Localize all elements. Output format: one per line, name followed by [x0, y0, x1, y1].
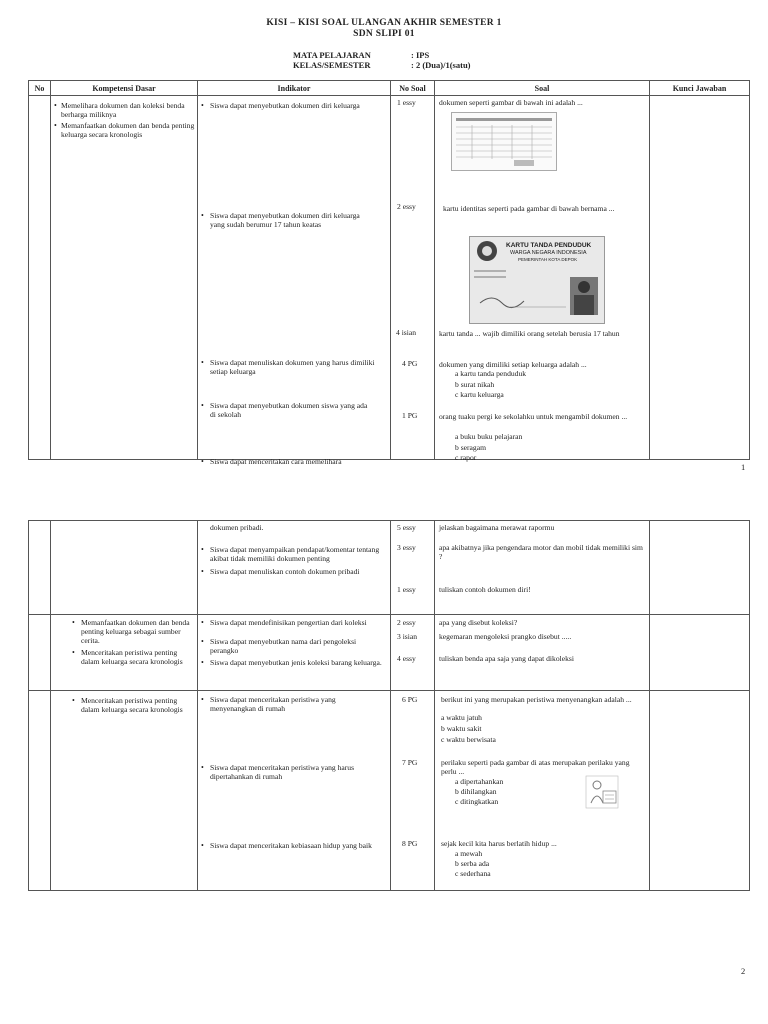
- cell-kunci: [650, 691, 750, 891]
- cell-no: [29, 96, 51, 460]
- cell-soal: [435, 521, 650, 615]
- question-text: dokumen seperti gambar di bawah ini adalah ...: [439, 98, 583, 107]
- question-text: apa akibatnya jika pengendara motor dan mobil tidak memiliki sim ?: [439, 543, 643, 561]
- indicator-item: Siswa dapat menuliskan dokumen yang harus dimiliki setiap keluarga: [210, 358, 375, 376]
- kd-item: Memelihara dokumen dan koleksi benda berharga miliknya: [61, 101, 185, 119]
- question-text: sejak kecil kita harus berlatih hidup ...: [441, 839, 557, 848]
- question-text: dokumen yang dimiliki setiap keluarga adalah ...: [439, 360, 587, 369]
- question-number: 2 essy: [397, 202, 416, 211]
- cell-indikator: • Siswa dapat mendefinisikan pengertian dari koleksi • Siswa dapat menyebutkan nama dari pengoleksi perangko • Siswa dapat menyebutkan jenis koleksi barang keluarga.: [198, 615, 391, 691]
- question-number: 5 essy: [397, 523, 416, 532]
- question-number: 4 PG: [402, 359, 418, 368]
- option: a dipertahankan: [455, 777, 504, 786]
- question-text: berikut ini yang merupakan peristiwa menyenangkan adalah ...: [441, 695, 632, 704]
- subject-value: : IPS: [411, 50, 430, 60]
- option: c waktu berwisata: [441, 735, 496, 744]
- illustration-image: [585, 775, 619, 809]
- indicator-item: Siswa dapat menyampaikan pendapat/komentar tentang akibat tidak memiliki dokumen penting: [210, 545, 380, 563]
- cell-soal: [435, 615, 650, 691]
- grid-table-page1: [28, 80, 750, 466]
- indicator-item: Siswa dapat menceritakan cara memelihara: [210, 457, 342, 466]
- question-text: tuliskan benda apa saja yang dapat dikoleksi: [439, 654, 574, 663]
- question-text: perilaku seperti pada gambar di atas merupakan perilaku yang perlu ...: [441, 758, 630, 776]
- cell-kd: • Memelihara dokumen dan koleksi benda berharga miliknya • Memanfaatkan dokumen dan benda penting keluarga secara kronologis: [51, 96, 198, 460]
- cell-kunci: [650, 615, 750, 691]
- cell-kd: • Menceritakan peristiwa penting dalam keluarga secara kronologis: [51, 691, 198, 891]
- class-value: : 2 (Dua)/1(satu): [411, 60, 471, 70]
- question-text: kartu tanda ... wajib dimiliki orang setelah berusia 17 tahun: [439, 329, 620, 338]
- option: b dihilangkan: [455, 787, 497, 796]
- cell-no: [29, 615, 51, 691]
- cell-indikator: dokumen pribadi. • Siswa dapat menyampaikan pendapat/komentar tentang akibat tidak memiliki dokumen penting • Siswa dapat menuliskan contoh dokumen pribadi: [198, 521, 391, 615]
- option: a mewah: [455, 849, 483, 858]
- doc-title: KISI – KISI SOAL ULANGAN AKHIR SEMESTER 1: [266, 18, 502, 28]
- cell-soal: [435, 691, 650, 891]
- cell-no-soal: [391, 615, 435, 691]
- indicator-item: Siswa dapat mendefinisikan pengertian dari koleksi: [210, 618, 367, 627]
- cell-kd: • Memanfaatkan dokumen dan benda penting keluarga sebagai sumber cerita. • Menceritakan peristiwa penting dalam keluarga secara kronologis: [51, 615, 198, 691]
- page-number: 1: [741, 462, 746, 472]
- question-text: apa yang disebut koleksi?: [439, 618, 518, 627]
- question-number: 2 essy: [397, 618, 416, 627]
- option: b seragam: [455, 443, 486, 452]
- question-text: kegemaran mengoleksi prangko disebut .....: [439, 632, 572, 641]
- option: c rapor: [455, 453, 477, 462]
- indicator-item: Siswa dapat menceritakan peristiwa yang harus dipertahankan di rumah: [210, 763, 355, 781]
- cell-kunci: [650, 96, 750, 460]
- question-number: 1 PG: [402, 411, 418, 420]
- question-number: 3 isian: [397, 632, 418, 641]
- kd-item: Memanfaatkan dokumen dan benda penting keluarga secara kronologis: [61, 121, 195, 139]
- class-label: KELAS/SEMESTER: [293, 60, 371, 70]
- question-number: 6 PG: [402, 695, 418, 704]
- question-text: orang tuaku pergi ke sekolahku untuk mengambil dokumen ...: [439, 412, 628, 421]
- col-header-indikator: Indikator: [198, 81, 391, 96]
- col-header-kd: Kompetensi Dasar: [51, 81, 198, 96]
- option: c sederhana: [455, 869, 491, 878]
- id-card-image: [469, 236, 605, 324]
- question-number: 7 PG: [402, 758, 418, 767]
- indicator-item: Siswa dapat menyebutkan jenis koleksi barang keluarga.: [210, 658, 382, 667]
- option: b surat nikah: [455, 380, 495, 389]
- cell-no-soal: [391, 96, 435, 460]
- id-card-city: PEMERINTAH KOTA DEPOK: [518, 257, 578, 262]
- cell-soal: [435, 96, 650, 460]
- cell-kd: [51, 521, 198, 615]
- school-name: SDN SLIPI 01: [353, 29, 415, 39]
- question-number: 8 PG: [402, 839, 418, 848]
- kd-item: Menceritakan peristiwa penting dalam keluarga secara kronologis: [81, 696, 183, 714]
- option: a waktu jatuh: [441, 713, 482, 722]
- kd-item: Menceritakan peristiwa penting dalam keluarga secara kronologis: [81, 648, 183, 666]
- option: a kartu tanda penduduk: [455, 369, 527, 378]
- question-text: tuliskan contoh dokumen diri!: [439, 585, 531, 594]
- cell-no: [29, 691, 51, 891]
- option: b serba ada: [455, 859, 490, 868]
- col-header-no: No: [29, 81, 51, 96]
- indicator-item: Siswa dapat menceritakan peristiwa yang menyenangkan di rumah: [210, 695, 336, 713]
- grid-table-page2: [28, 520, 750, 891]
- subject-label: MATA PELAJARAN: [293, 50, 371, 60]
- cell-indikator: • Siswa dapat menceritakan peristiwa yang menyenangkan di rumah • Siswa dapat menceritakan peristiwa yang harus dipertahankan di rumah • Siswa dapat menceritakan kebiasaan hidup yang baik: [198, 691, 391, 891]
- question-number: 4 isian: [396, 328, 417, 337]
- question-text: jelaskan bagaimana merawat rapormu: [439, 523, 555, 532]
- indicator-item: Siswa dapat menyebutkan nama dari pengoleksi perangko: [210, 637, 357, 655]
- kd-item: Memanfaatkan dokumen dan benda penting keluarga sebagai sumber cerita.: [81, 618, 190, 645]
- id-card-subtitle: WARGA NEGARA INDONESIA: [510, 250, 587, 256]
- col-header-no-soal: No Soal: [391, 81, 435, 96]
- question-number: 4 essy: [397, 654, 416, 663]
- cell-no: [29, 521, 51, 615]
- option: c ditingkatkan: [455, 797, 499, 806]
- question-text: kartu identitas seperti pada gambar di bawah bernama ...: [443, 204, 615, 213]
- id-card-title: KARTU TANDA PENDUDUK: [506, 242, 592, 249]
- cell-indikator: • Siswa dapat menyebutkan dokumen diri keluarga • Siswa dapat menyebutkan dokumen diri keluarga yang sudah berumur 17 tahun keatas • Siswa dapat menuliskan dokumen yang harus dimiliki setiap keluarga • Siswa dapat menyebutkan dokumen siswa yang ada di sekolah • Siswa dapat menceritakan cara memelihara: [198, 96, 391, 460]
- page-number: 2: [741, 966, 746, 976]
- option: c kartu keluarga: [455, 390, 504, 399]
- indicator-item: Siswa dapat menuliskan contoh dokumen pribadi: [210, 567, 360, 576]
- question-number: 1 essy: [397, 585, 416, 594]
- col-header-soal: Soal: [435, 81, 650, 96]
- question-number: 3 essy: [397, 543, 416, 552]
- indicator-item: Siswa dapat menyebutkan dokumen diri keluarga yang sudah berumur 17 tahun keatas: [210, 211, 360, 229]
- option: b waktu sakit: [441, 724, 482, 733]
- indicator-item: Siswa dapat menceritakan kebiasaan hidup yang baik: [210, 841, 372, 850]
- indicator-item: Siswa dapat menyebutkan dokumen diri keluarga: [210, 101, 360, 110]
- col-header-kunci: Kunci Jawaban: [650, 81, 750, 96]
- indicator-continuation: dokumen pribadi.: [210, 523, 264, 532]
- question-number: 1 essy: [397, 98, 416, 107]
- document-image: [451, 112, 557, 171]
- indicator-item: Siswa dapat menyebutkan dokumen siswa yang ada di sekolah: [210, 401, 368, 419]
- cell-no-soal: [391, 521, 435, 615]
- cell-kunci: [650, 521, 750, 615]
- cell-no-soal: [391, 691, 435, 891]
- option: a buku buku pelajaran: [455, 432, 523, 441]
